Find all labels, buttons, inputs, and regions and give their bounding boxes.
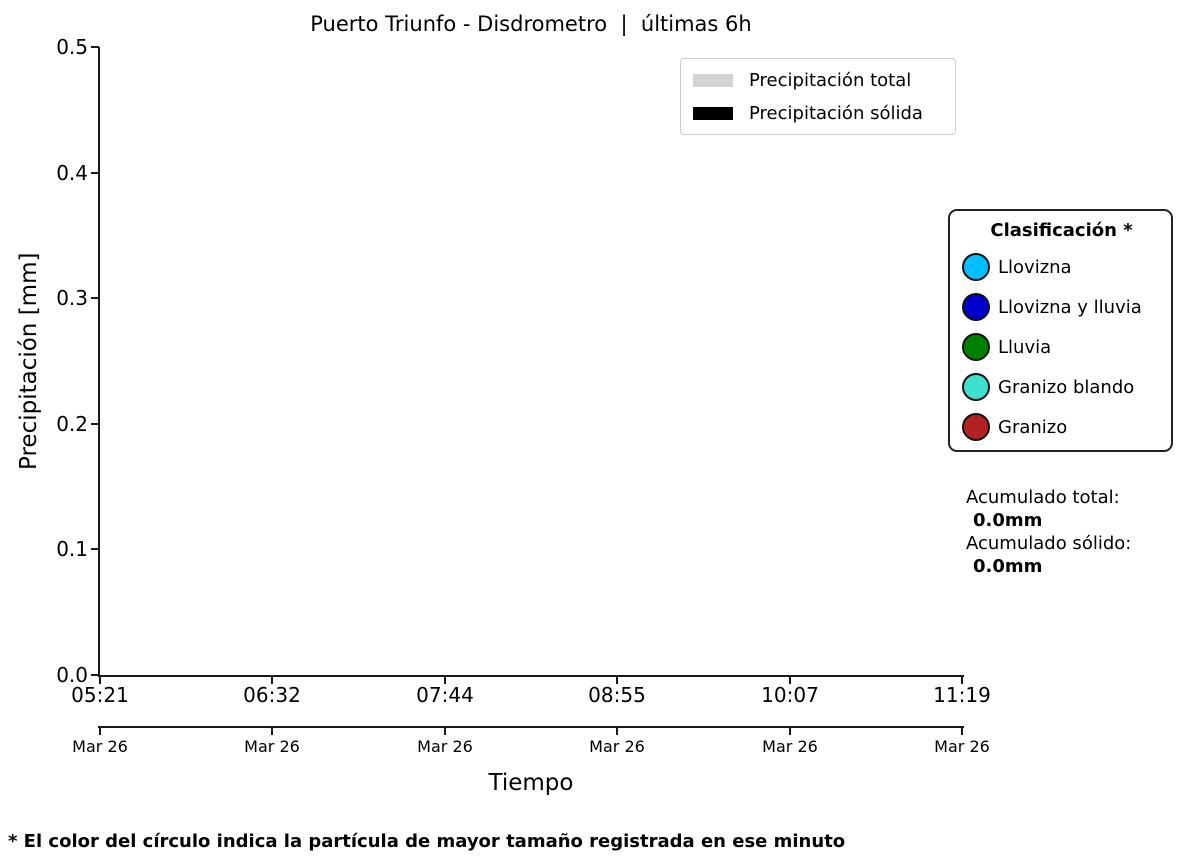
classification-item-label: Llovizna y lluvia (998, 296, 1142, 318)
date-tick-label: Mar 26 (934, 737, 990, 756)
y-tick-label: 0.0 (56, 663, 88, 687)
y-axis-label: Precipitación [mm] (16, 252, 42, 470)
accumulated-total-label: Acumulado total: (966, 487, 1120, 508)
y-tick-label: 0.4 (56, 161, 88, 185)
classification-legend (948, 209, 1173, 452)
y-axis-spine (98, 47, 100, 677)
y-tick-label: 0.1 (56, 537, 88, 561)
y-tick-mark (91, 172, 99, 174)
x-tick-label: 07:44 (416, 683, 474, 707)
x-tick-label: 08:55 (588, 683, 646, 707)
classification-item-label: Lluvia (998, 336, 1052, 358)
y-tick-label: 0.2 (56, 412, 88, 436)
legend-item-total (693, 67, 943, 93)
solid-precip-swatch (693, 107, 733, 120)
classification-item-label: Llovizna (998, 256, 1072, 278)
accumulated-block (966, 486, 1131, 578)
footnote: * El color del círculo indica la partícula de mayor tamaño registrada en ese minuto (8, 831, 846, 852)
date-tick-mark (789, 728, 791, 735)
date-tick-mark (99, 728, 101, 735)
classification-item (962, 367, 1161, 407)
granizo-blando-circle-icon (962, 373, 990, 401)
chart-title: Puerto Triunfo - Disdrometro | últimas 6h (310, 12, 752, 36)
granizo-circle-icon (962, 413, 990, 441)
accumulated-solid-value: 0.0mm (973, 556, 1043, 577)
classification-title: Clasificación * (990, 220, 1133, 241)
date-tick-label: Mar 26 (762, 737, 818, 756)
accumulated-solid-label: Acumulado sólido: (966, 533, 1132, 554)
y-tick-mark (91, 297, 99, 299)
y-tick-mark (91, 46, 99, 48)
classification-item (962, 287, 1161, 327)
legend-item-label: Precipitación sólida (749, 102, 923, 124)
x-tick-label: 11:19 (933, 683, 991, 707)
date-axis-spine (98, 726, 964, 728)
date-tick-mark (271, 728, 273, 735)
x-tick-label: 10:07 (761, 683, 819, 707)
classification-item (962, 247, 1161, 287)
y-tick-mark (91, 423, 99, 425)
date-tick-mark (444, 728, 446, 735)
y-tick-mark (91, 674, 99, 676)
y-tick-label: 0.5 (56, 35, 88, 59)
date-tick-label: Mar 26 (244, 737, 300, 756)
y-tick-mark (91, 548, 99, 550)
y-tick-label: 0.3 (56, 286, 88, 310)
classification-item-label: Granizo (998, 416, 1068, 438)
classification-item (962, 327, 1161, 367)
x-tick-label: 06:32 (243, 683, 301, 707)
llovizna-y-lluvia-circle-icon (962, 293, 990, 321)
legend-item-label: Precipitación total (749, 69, 912, 91)
x-axis-spine (98, 675, 964, 677)
accumulated-total-value: 0.0mm (973, 510, 1043, 531)
series-legend (680, 58, 956, 135)
x-tick-label: 05:21 (71, 683, 129, 707)
classification-item-label: Granizo blando (998, 376, 1135, 398)
date-tick-mark (616, 728, 618, 735)
x-axis-label: Tiempo (488, 770, 574, 796)
lluvia-circle-icon (962, 333, 990, 361)
date-tick-label: Mar 26 (417, 737, 473, 756)
classification-item (962, 407, 1161, 447)
date-tick-label: Mar 26 (589, 737, 645, 756)
llovizna-circle-icon (962, 253, 990, 281)
date-tick-mark (961, 728, 963, 735)
legend-item-solid (693, 100, 943, 126)
total-precip-swatch (693, 74, 733, 87)
date-tick-label: Mar 26 (72, 737, 128, 756)
